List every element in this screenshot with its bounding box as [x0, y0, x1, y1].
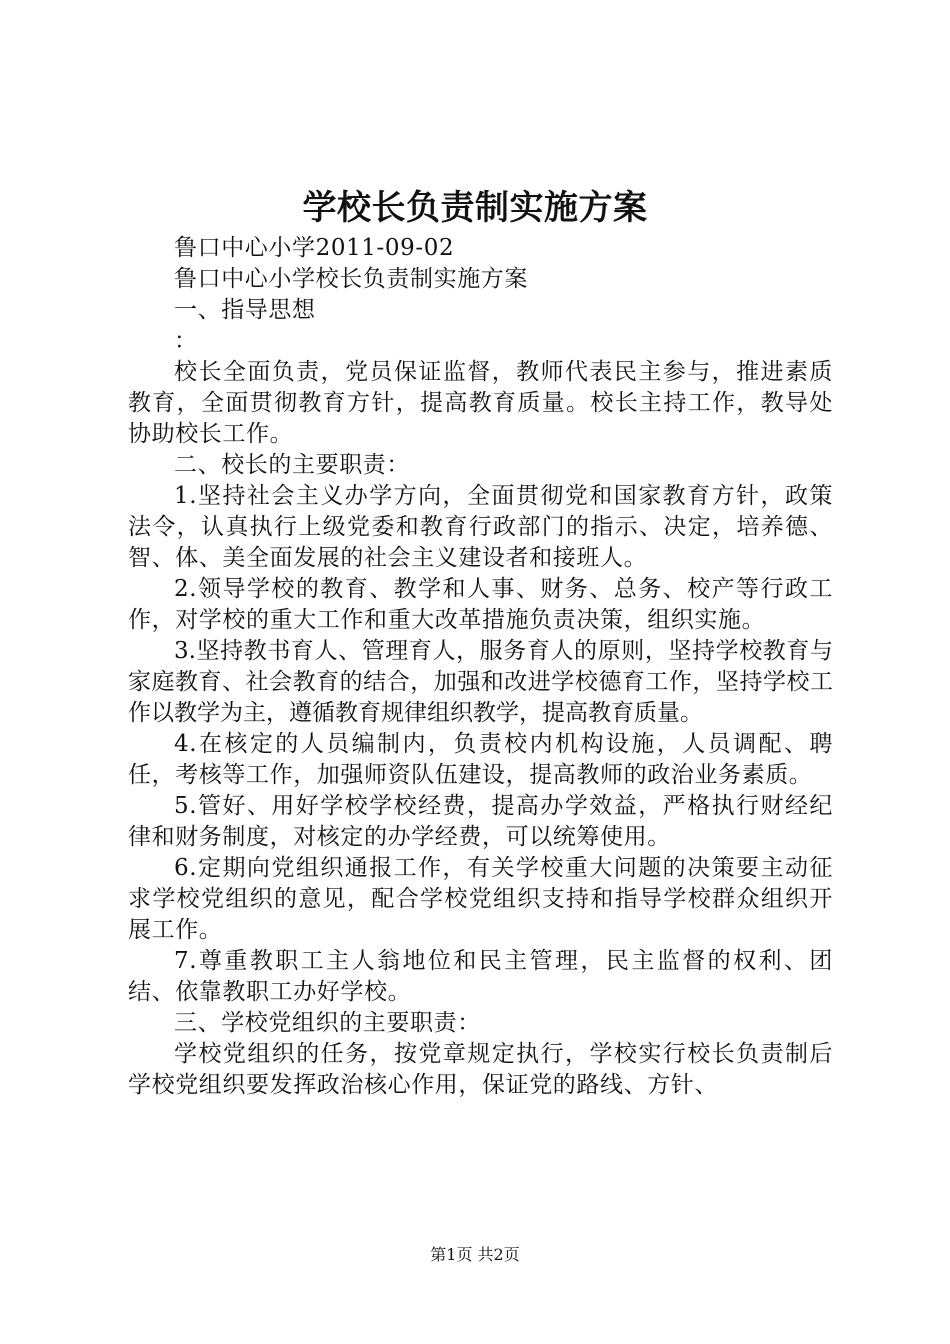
- document-body: [128, 233, 833, 1101]
- paragraph-subtitle: 鲁口中心小学校长负责制实施方案: [174, 266, 528, 292]
- heading-principal-duties: 二、校长的主要职责：: [174, 452, 410, 478]
- heading-guiding-thought: 一、指导思想: [174, 297, 316, 323]
- list-item: 2.领导学校的教育、教学和人事、财务、总务、校产等行政工作，对学校的重大工作和重大改革措施负责决策，组织实施。: [128, 576, 833, 633]
- list-item: 3.坚持教书育人、管理育人，服务育人的原则，坚持学校教育与家庭教育、社会教育的结合，加强和改进学校德育工作，坚持学校工作以教学为主，遵循教育规律组织教学，提高教育质量。: [128, 638, 833, 726]
- list-item: 1.坚持社会主义办学方向，全面贯彻党和国家教育方针，政策法令，认真执行上级党委和教育行政部门的指示、决定，培养德、智、体、美全面发展的社会主义建设者和接班人。: [128, 483, 833, 571]
- page-footer: 第1页 共2页: [430, 1245, 520, 1264]
- paragraph: 校长全面负责，党员保证监督，教师代表民主参与，推进素质教育，全面贯彻教育方针，提高教育质量。校长主持工作，教导处协助校长工作。: [128, 359, 833, 447]
- list-item: 4.在核定的人员编制内，负责校内机构设施，人员调配、聘任，考核等工作，加强师资队伍建设，提高教师的政治业务素质。: [128, 731, 833, 788]
- heading-party-duties: 三、学校党组织的主要职责：: [174, 1010, 481, 1036]
- document-title: 学校长负责制实施方案: [302, 188, 648, 228]
- list-item: 7.尊重教职工主人翁地位和民主管理，民主监督的权利、团结、依靠教职工办好学校。: [128, 948, 833, 1005]
- paragraph-date: 鲁口中心小学2011-09-02: [174, 235, 455, 261]
- paragraph-colon: ：: [174, 328, 198, 354]
- list-item: 5.管好、用好学校学校经费，提高办学效益，严格执行财经纪律和财务制度，对核定的办学经费，可以统筹使用。: [128, 793, 833, 850]
- list-item: 6.定期向党组织通报工作，有关学校重大问题的决策要主动征求学校党组织的意见，配合学校党组织支持和指导学校群众组织开展工作。: [128, 855, 833, 943]
- paragraph: 学校党组织的任务，按党章规定执行，学校实行校长负责制后学校党组织要发挥政治核心作用，保证党的路线、方针、: [128, 1041, 833, 1098]
